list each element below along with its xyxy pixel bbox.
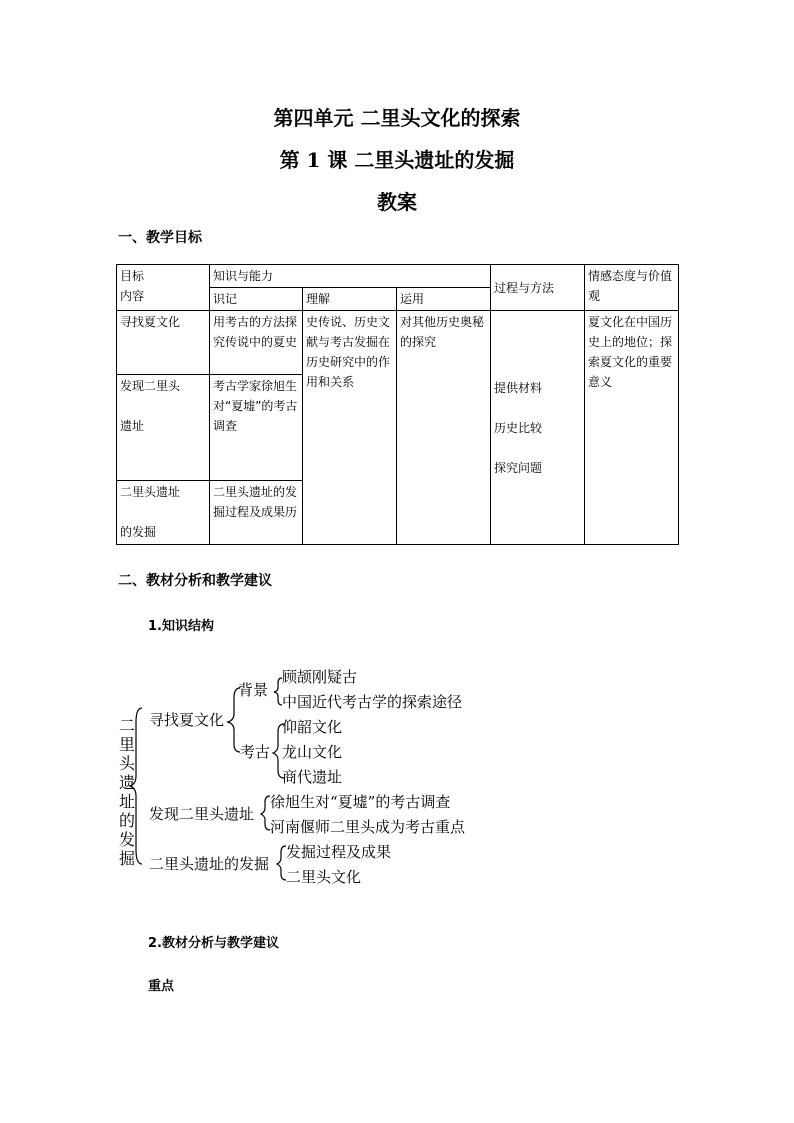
teaching-goals-table	[116, 264, 679, 545]
section-material-analysis: 二、教材分析和教学建议	[118, 573, 272, 589]
process-cell: 提供材料 历史比较 探究问题	[491, 311, 585, 545]
row-content-discover-site: 发现二里头 遗址	[117, 375, 210, 481]
row-recall-discover-site: 考古学家徐旭生对“夏墟”的考古调查	[210, 375, 303, 481]
header-emotion-values: 情感态度与价值观	[585, 265, 679, 311]
header-recall: 识记	[210, 288, 303, 311]
branch-find-xia: 寻找夏文化	[149, 711, 225, 729]
leaf-gu-jiegang: 顾颉刚疑古	[282, 668, 358, 686]
leaf-modern-archaeology: 中国近代考古学的探索途径	[282, 693, 463, 711]
leaf-longshan: 龙山文化	[282, 743, 343, 761]
leaf-erlitou-culture: 二里头文化	[286, 868, 362, 886]
branch-discover-site: 发现二里头遗址	[149, 805, 255, 823]
row-content-find-xia: 寻找夏文化	[117, 311, 210, 375]
row-recall-excavation: 二里头遗址的发掘过程及成果历	[210, 481, 303, 545]
branch3-brace	[277, 846, 286, 880]
leaf-yanshi-focus: 河南偃师二里头成为考古重点	[270, 818, 466, 836]
row-recall-find-xia: 用考古的方法探究传说中的夏史	[210, 311, 303, 375]
leaf-shang-sites: 商代遗址	[282, 768, 343, 786]
node-archaeology: 考古	[240, 743, 271, 761]
knowledge-structure-diagram	[112, 658, 502, 898]
leaf-xu-xusheng: 徐旭生对“夏墟”的考古调查	[270, 793, 451, 811]
subsection-knowledge-structure: 1.知识结构	[148, 619, 214, 634]
lesson-title: 第 1 课 二里头遗址的发掘	[279, 148, 515, 172]
subsection-key-points: 重点	[148, 979, 175, 994]
apply-cell: 对其他历史奥秘的探究	[397, 311, 491, 545]
understand-cell: 史传说、历史文献与考古发掘在历史研究中的作用和关系	[303, 311, 397, 545]
section-teaching-goals: 一、教学目标	[118, 230, 202, 246]
header-knowledge-ability: 知识与能力	[210, 265, 491, 288]
subsection-material-analysis: 2.教材分析与教学建议	[148, 936, 279, 951]
node-background: 背景	[238, 681, 269, 699]
branch-excavation: 二里头遗址的发掘	[149, 855, 270, 873]
leaf-yangshao: 仰韶文化	[282, 718, 343, 736]
header-apply: 运用	[397, 288, 491, 311]
unit-title: 第四单元 二里头文化的探索	[273, 106, 521, 130]
doc-type-title: 教案	[377, 190, 417, 214]
background-brace	[274, 678, 282, 705]
leaf-excavation-results: 发掘过程及成果	[286, 843, 392, 861]
branch2-brace	[261, 796, 270, 830]
emotion-cell: 夏文化在中国历史上的地位；探索夏文化的重要意义	[585, 311, 679, 545]
header-understand: 理解	[303, 288, 397, 311]
row-content-excavation: 二里头遗址 的发掘	[117, 481, 210, 545]
header-process-method: 过程与方法	[491, 265, 585, 311]
diagram-root-label: 二里头遗址的发掘	[118, 716, 135, 868]
header-goal-content: 目标 内容	[117, 265, 210, 311]
